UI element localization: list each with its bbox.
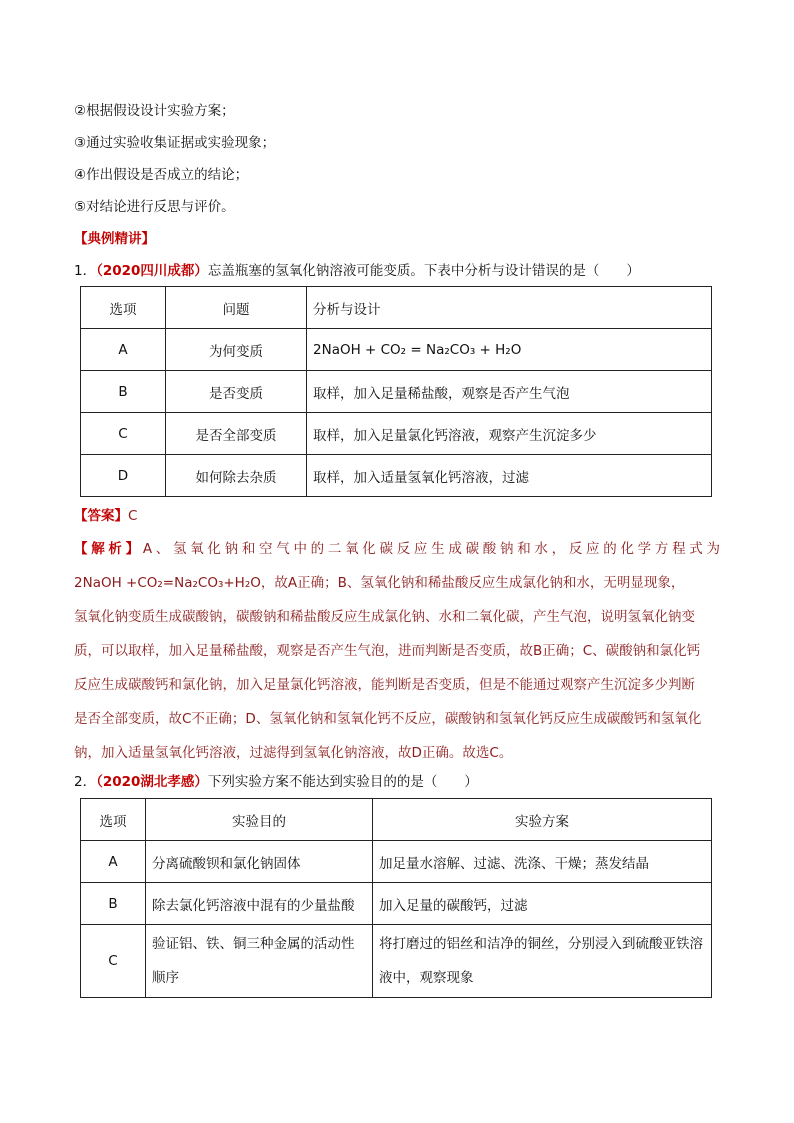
header-cell: 问题 — [166, 287, 307, 329]
analysis-line: 2NaOH +CO₂=Na₂CO₃+H₂O，故A正确；B、氢氧化钠和稀盐酸反应生成氯化钠和水，无明显现象， — [74, 575, 685, 591]
option-cell: B — [81, 371, 166, 413]
table-row — [81, 413, 712, 455]
question-2-table — [80, 798, 712, 998]
question-2-stem — [74, 772, 478, 792]
question-text: 忘盖瓶塞的氢氧化钠溶液可能变质。下表中分析与设计错误的是（ ） — [207, 263, 640, 279]
header-cell: 实验方案 — [373, 799, 712, 841]
option-cell: B — [81, 883, 146, 925]
analysis-line: 质，可以取样，加入足量稀盐酸，观察是否产生气泡，进而判断是否变质，故B正确；C、碳酸钠和氯化钙 — [74, 643, 701, 659]
analysis-cell: 取样，加入适量氢氧化钙溶液，过滤 — [307, 455, 712, 497]
goal-cell: 分离硫酸钡和氯化钠固体 — [146, 841, 373, 883]
intro-step-5: ⑤对结论进行反思与评价。 — [74, 199, 235, 215]
table-row — [81, 371, 712, 413]
option-cell: A — [81, 329, 166, 371]
analysis-label: 【解析】 — [74, 541, 143, 557]
table-row — [81, 883, 712, 925]
analysis-line: 【解析】A、氢氧化钠和空气中的二氧化碳反应生成碳酸钠和水，反应的化学方程式为 — [74, 541, 721, 557]
plan-cell: 加入足量的碳酸钙，过滤 — [373, 883, 712, 925]
question-number: 2． — [74, 774, 97, 790]
question-1-stem — [74, 261, 640, 281]
analysis-line: 是否全部变质，故C不正确；D、氢氧化钠和氢氧化钙不反应，碳酸钠和氢氧化钙反应生成碳酸钙和氢氧化 — [74, 711, 702, 727]
header-cell: 选项 — [81, 799, 146, 841]
table-row — [81, 841, 712, 883]
analysis-block — [74, 532, 720, 770]
goal-cell: 验证铝、铁、铜三种金属的活动性顺序 — [146, 925, 373, 998]
table-row — [81, 925, 712, 998]
question-1-table — [80, 286, 712, 497]
intro-step-3: ③通过实验收集证据或实验现象； — [74, 135, 276, 151]
question-text: 下列实验方案不能达到实验目的的是（ ） — [207, 774, 478, 790]
table-row — [81, 329, 712, 371]
analysis-line: 氢氧化钠变质生成碳酸钠，碳酸钠和稀盐酸反应生成氯化钠、水和二氧化碳，产生气泡，说明氢氧化钠变 — [74, 609, 695, 625]
table-row — [81, 455, 712, 497]
header-cell: 实验目的 — [146, 799, 373, 841]
intro-step-4: ④作出假设是否成立的结论； — [74, 167, 249, 183]
question-source: （2020四川成都） — [96, 263, 208, 279]
analysis-line: 钠，加入适量氢氧化钙溶液，过滤得到氢氧化钠溶液，故D正确。故选C。 — [74, 745, 513, 761]
question-cell: 如何除去杂质 — [166, 455, 307, 497]
table-header-row — [81, 799, 712, 841]
question-cell: 为何变质 — [166, 329, 307, 371]
option-cell: D — [81, 455, 166, 497]
question-number: 1． — [74, 263, 97, 279]
option-cell: A — [81, 841, 146, 883]
goal-cell: 除去氯化钙溶液中混有的少量盐酸 — [146, 883, 373, 925]
intro-step-2: ②根据假设设计实验方案； — [74, 103, 235, 119]
header-cell: 选项 — [81, 287, 166, 329]
answer-value: C — [128, 508, 138, 524]
question-cell: 是否全部变质 — [166, 413, 307, 455]
analysis-cell: 取样，加入足量氯化钙溶液，观察产生沉淀多少 — [307, 413, 712, 455]
answer-label: 【答案】 — [74, 508, 128, 524]
table-header-row — [81, 287, 712, 329]
section-heading: 【典例精讲】 — [74, 231, 155, 247]
question-source: （2020湖北孝感） — [96, 774, 208, 790]
option-cell: C — [81, 925, 146, 998]
option-cell: C — [81, 413, 166, 455]
analysis-cell: 取样，加入足量稀盐酸，观察是否产生气泡 — [307, 371, 712, 413]
plan-cell: 加足量水溶解、过滤、洗涤、干燥；蒸发结晶 — [373, 841, 712, 883]
analysis-line: 反应生成碳酸钙和氯化钠，加入足量氯化钙溶液，能判断是否变质，但是不能通过观察产生沉淀多少判断 — [74, 677, 695, 693]
analysis-cell: 2NaOH + CO₂ = Na₂CO₃ + H₂O — [307, 329, 712, 371]
header-cell: 分析与设计 — [307, 287, 712, 329]
question-cell: 是否变质 — [166, 371, 307, 413]
plan-cell: 将打磨过的铝丝和洁净的铜丝，分别浸入到硫酸亚铁溶液中，观察现象 — [373, 925, 712, 998]
answer-line — [74, 506, 137, 526]
